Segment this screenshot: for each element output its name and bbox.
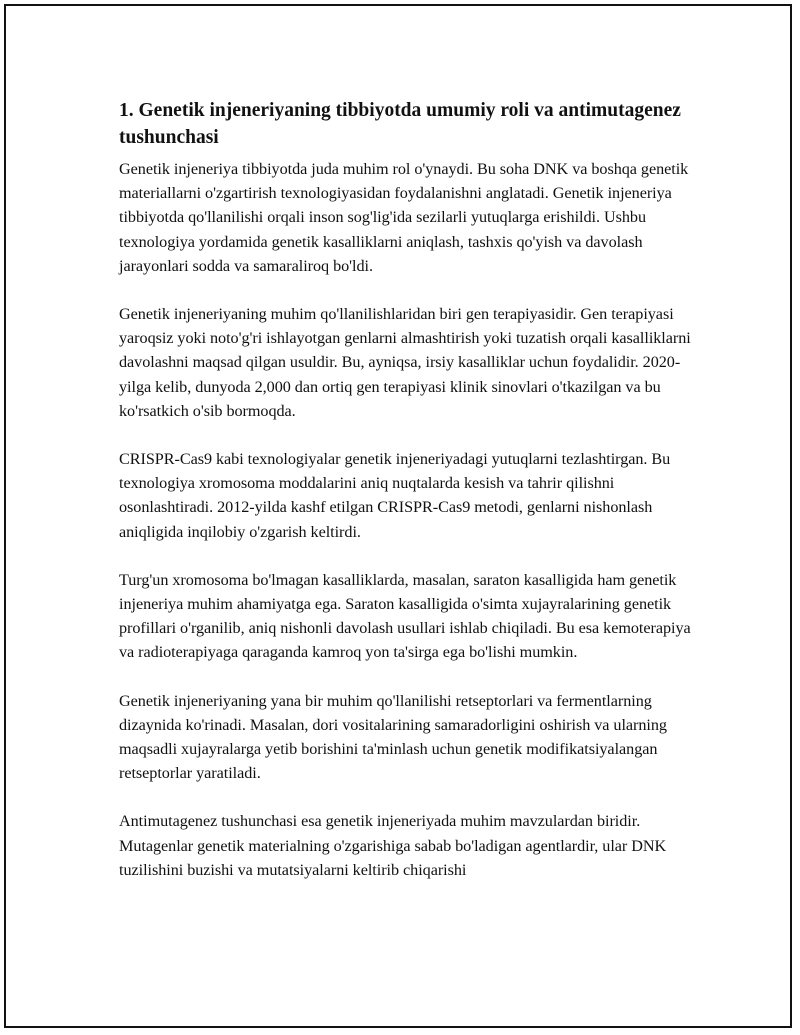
paragraph-6: Antimutagenez tushunchasi esa genetik injeneriyada muhim mavzulardan biridir. Mutagenlar genetik materialning o'zgarishiga sabab bo'ladigan agentlardir, ular DNK tuzilishini buzishi va mutatsiyalarni keltirib chiqarishi — [119, 812, 667, 879]
paragraph-1: Genetik injeneriya tibbiyotda juda muhim rol o'ynaydi. Bu soha DNK va boshqa genetik materiallarni o'zgartirish texnologiyasidan foydalanishni anglatadi. Genetik injeneriya tibbiyotda qo'llanilishi orqali inson sog'lig'ida sezilarli yutuqlarga erishildi. Ushbu texnologiya yordamida genetik kasalliklarni aniqlash, tashxis qo'yish va davolash jarayonlari sodda va samaraliroq bo'ldi. — [119, 160, 689, 275]
paragraph-2: Genetik injeneriyaning muhim qo'llanilishlaridan biri gen terapiyasidir. Gen terapiyasi yaroqsiz yoki noto'g'ri ishlayotgan genlarni almashtirish yoki tuzatish orqali kasalliklarni davolashni maqsad qilgan usuldir. Bu, ayniqsa, irsiy kasalliklar uchun foydalidir. 2020-yilga kelib, dunyoda 2,000 dan ortiq gen terapiyasi klinik sinovlari o'tkazilgan va bu ko'rsatkich o'sib bormoqda. — [119, 305, 691, 420]
section-heading: 1. Genetik injeneriyaning tibbiyotda umumiy roli va antimutagenez tushunchasi — [119, 100, 681, 148]
paragraph-3: CRISPR-Cas9 kabi texnologiyalar genetik injeneriyadagi yutuqlarni tezlashtirgan. Bu texnologiya xromosoma moddalarini aniq nuqtalarda kesish va tahrir qilishni osonlashtiradi. 2012-yilda kashf etilgan CRISPR-Cas9 metodi, genlarni nishonlash aniqligida inqilobiy o'zgarish keltirdi. — [119, 450, 671, 541]
paragraph-4: Turg'un xromosoma bo'lmagan kasalliklarda, masalan, saraton kasalligida ham genetik injeneriya muhim ahamiyatga ega. Saraton kasalligida o'simta xujayralarining genetik profillari o'rganilib, aniq nishonli davolash usullari ishlab chiqiladi. Bu esa kemoterapiya va radioterapiyaga qaraganda kamroq yon ta'sirga ega bo'lishi mumkin. — [119, 570, 691, 662]
document-page — [4, 4, 792, 1028]
document-body — [119, 97, 709, 906]
paragraph-5: Genetik injeneriyaning yana bir muhim qo'llanilishi retseptorlari va fermentlarning dizaynida ko'rinadi. Masalan, dori vositalarining samaradorligini oshirish va ularning maqsadli xujayralarga yetib borishini ta'minlash uchun genetik modifikatsiyalangan retseptorlar yaratiladi. — [119, 691, 667, 783]
